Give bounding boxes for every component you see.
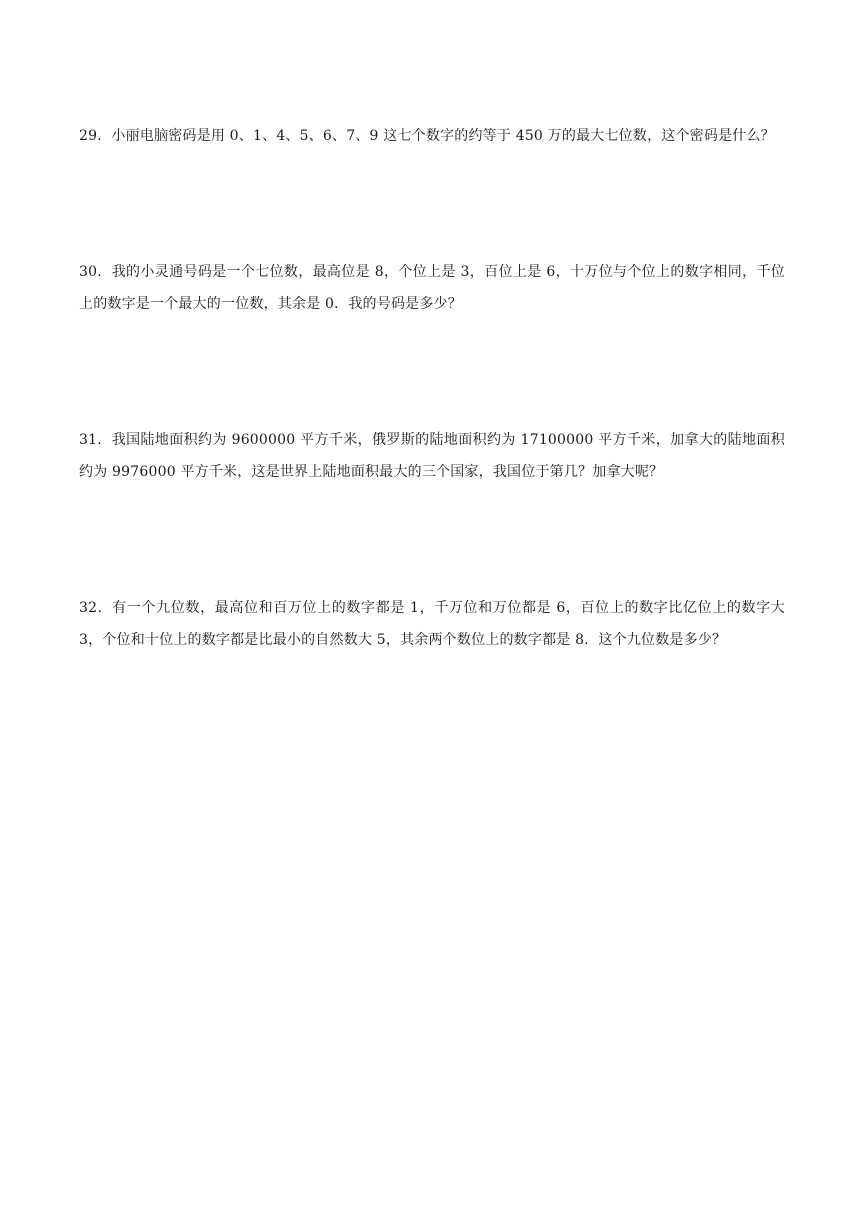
question-29: 29．小丽电脑密码是用 0、1、4、5、6、7、9 这七个数字的约等于 450 万的最大七位数，这个密码是什么？ (79, 128, 775, 144)
question-31: 31．我国陆地面积约为 9600000 平方千米，俄罗斯的陆地面积约为 17100000 平方千米，加拿大的陆地面积约为 9976000 平方千米，这是世界上陆地面积最大的三个国家，我国位于第几？加拿大呢？ (79, 432, 785, 480)
question-30: 30．我的小灵通号码是一个七位数，最高位是 8，个位上是 3，百位上是 6，十万位与个位上的数字相同，千位上的数字是一个最大的一位数，其余是 0．我的号码是多少？ (79, 264, 785, 312)
question-32: 32．有一个九位数，最高位和百万位上的数字都是 1，千万位和万位都是 6，百位上的数字比亿位上的数字大 3，个位和十位上的数字都是比最小的自然数大 5，其余两个数位上的数字都是 8．这个九位数是多少？ (79, 600, 785, 648)
